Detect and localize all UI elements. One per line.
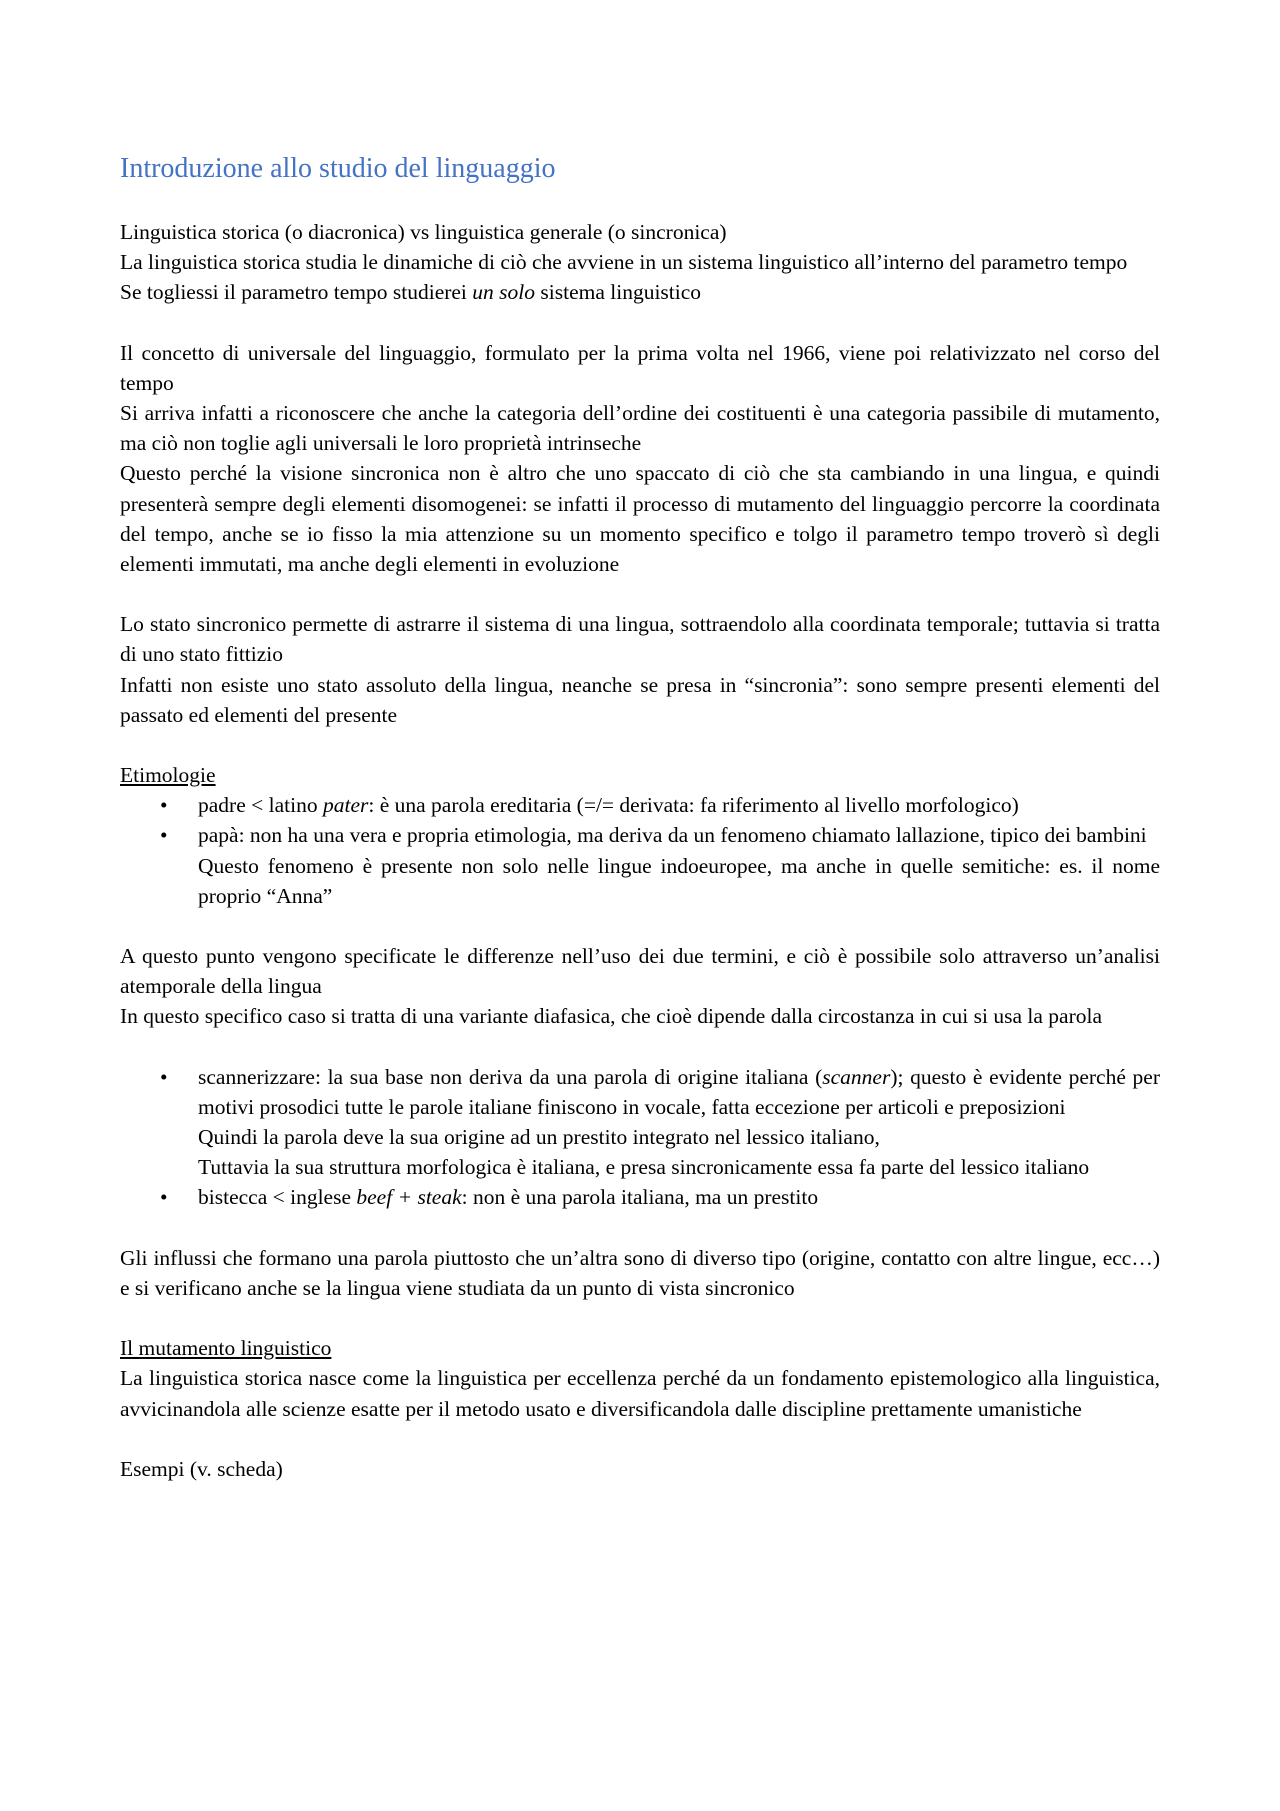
etymology-list (120, 790, 1160, 850)
page-title: Introduzione allo studio del linguaggio (120, 153, 556, 184)
text-run: padre < latino (198, 793, 323, 818)
paragraph: Linguistica storica (o diacronica) vs linguistica generale (o sincronica) (120, 220, 727, 244)
spacer (120, 1213, 1160, 1243)
paragraph: Gli influssi che formano una parola piuttosto che un’altra sono di diverso tipo (origine, contatto con altre lingue, ecc…) e si verificano anche se la lingua viene studiata da un punto di vista sincronico (120, 1245, 1160, 1300)
paragraph: Il concetto di universale del linguaggio, formulato per la prima volta nel 1966, viene poi relativizzato nel corso del tempo (120, 340, 1160, 395)
paragraph (120, 277, 1160, 307)
text-run: papà: non ha una vera e propria etimologia, ma deriva da un fenomeno chiamato lallazione, tipico dei bambini (198, 823, 1147, 848)
paragraph: In questo specifico caso si tratta di una variante diafasica, che cioè dipende dalla circostanza in cui si usa la parola (120, 1004, 1103, 1029)
paragraph: Infatti non esiste uno stato assoluto della lingua, neanche se presa in “sincronia”: sono sempre presenti elementi del passato ed elementi del presente (120, 672, 1160, 727)
section-heading-etimologie: Etimologie (120, 763, 216, 788)
paragraph: Esempi (v. scheda) (120, 1456, 283, 1481)
list-item-continuation: Tuttavia la sua struttura morfologica è italiana, e presa sincronicamente essa fa parte del lessico italiano (198, 1155, 1090, 1180)
list-item-continuation: Questo fenomeno è presente non solo nelle lingue indoeuropee, ma anche in quelle semitiche: es. il nome proprio “Anna” (198, 853, 1160, 908)
spacer (120, 308, 1160, 338)
paragraph: Questo perché la visione sincronica non è altro che uno spaccato di ciò che sta cambiando in una lingua, e quindi presenterà sempre degli elementi disomogenei: se infatti il processo di mutamento del linguaggio percorre la coordinata del tempo, anche se io fisso la mia attenzione su un momento specifico e tolgo il parametro tempo troverò sì degli elementi immutati, ma anche degli elementi in evoluzione (120, 461, 1160, 577)
text-run: : è una parola ereditaria (=/= derivata: fa riferimento al livello morfologico) (368, 793, 1019, 818)
paragraph: La linguistica storica studia le dinamiche di ciò che avviene in un sistema linguistico all’interno del parametro tempo (120, 250, 1128, 275)
spacer (120, 1424, 1160, 1454)
spacer (120, 1032, 1160, 1062)
bullet-icon: • (160, 793, 168, 818)
bullet-icon: • (160, 1185, 168, 1210)
list-item (120, 1062, 1160, 1122)
spacer (120, 730, 1160, 760)
text-run: : non è una parola italiana, ma un prestito (461, 1185, 819, 1210)
spacer (120, 911, 1160, 941)
list-item-continuation: Quindi la parola deve la sua origine ad un prestito integrato nel lessico italiano, (198, 1125, 880, 1150)
loanword-list (120, 1062, 1160, 1122)
text-run: Se togliessi il parametro tempo studierei (120, 280, 473, 305)
bullet-icon: • (160, 823, 168, 848)
bullet-icon: • (160, 1064, 168, 1089)
list-item (120, 1182, 1160, 1212)
spacer (120, 579, 1160, 609)
italic-text: scanner (822, 1064, 891, 1089)
text-run: scannerizzare: la sua base non deriva da una parola di origine italiana ( (198, 1064, 823, 1089)
spacer (120, 1303, 1160, 1333)
paragraph: A questo punto vengono specificate le differenze nell’uso dei due termini, e ciò è possibile solo attraverso un’analisi atemporale della lingua (120, 944, 1160, 999)
document-body (120, 149, 1160, 1484)
section-heading-mutamento: Il mutamento linguistico (120, 1336, 332, 1361)
loanword-list-2 (120, 1182, 1160, 1212)
text-run: sistema linguistico (535, 280, 702, 305)
text-run: bistecca < inglese (198, 1185, 357, 1210)
paragraph: Si arriva infatti a riconoscere che anche la categoria dell’ordine dei costituenti è una categoria passibile di mutamento, ma ciò non toglie agli universali le loro proprietà intrinseche (120, 401, 1160, 456)
paragraph: La linguistica storica nasce come la linguistica per eccellenza perché da un fondamento epistemologico alla linguistica, avvicinandola alle scienze esatte per il metodo usato e diversificandola dalle discipline prettamente umanistiche (120, 1366, 1160, 1421)
italic-text: un solo (472, 280, 536, 305)
paragraph: Lo stato sincronico permette di astrarre il sistema di una lingua, sottraendolo alla coordinata temporale; tuttavia si tratta di uno stato fittizio (120, 612, 1160, 667)
list-item (120, 820, 1160, 850)
text-run: ); questo è evidente perché per motivi prosodici tutte le parole italiane finiscono in vocale, fatta eccezione per articoli e preposizioni (198, 1064, 1160, 1119)
italic-text: beef + steak (356, 1185, 462, 1210)
italic-text: pater (322, 793, 369, 818)
list-item (120, 790, 1160, 820)
